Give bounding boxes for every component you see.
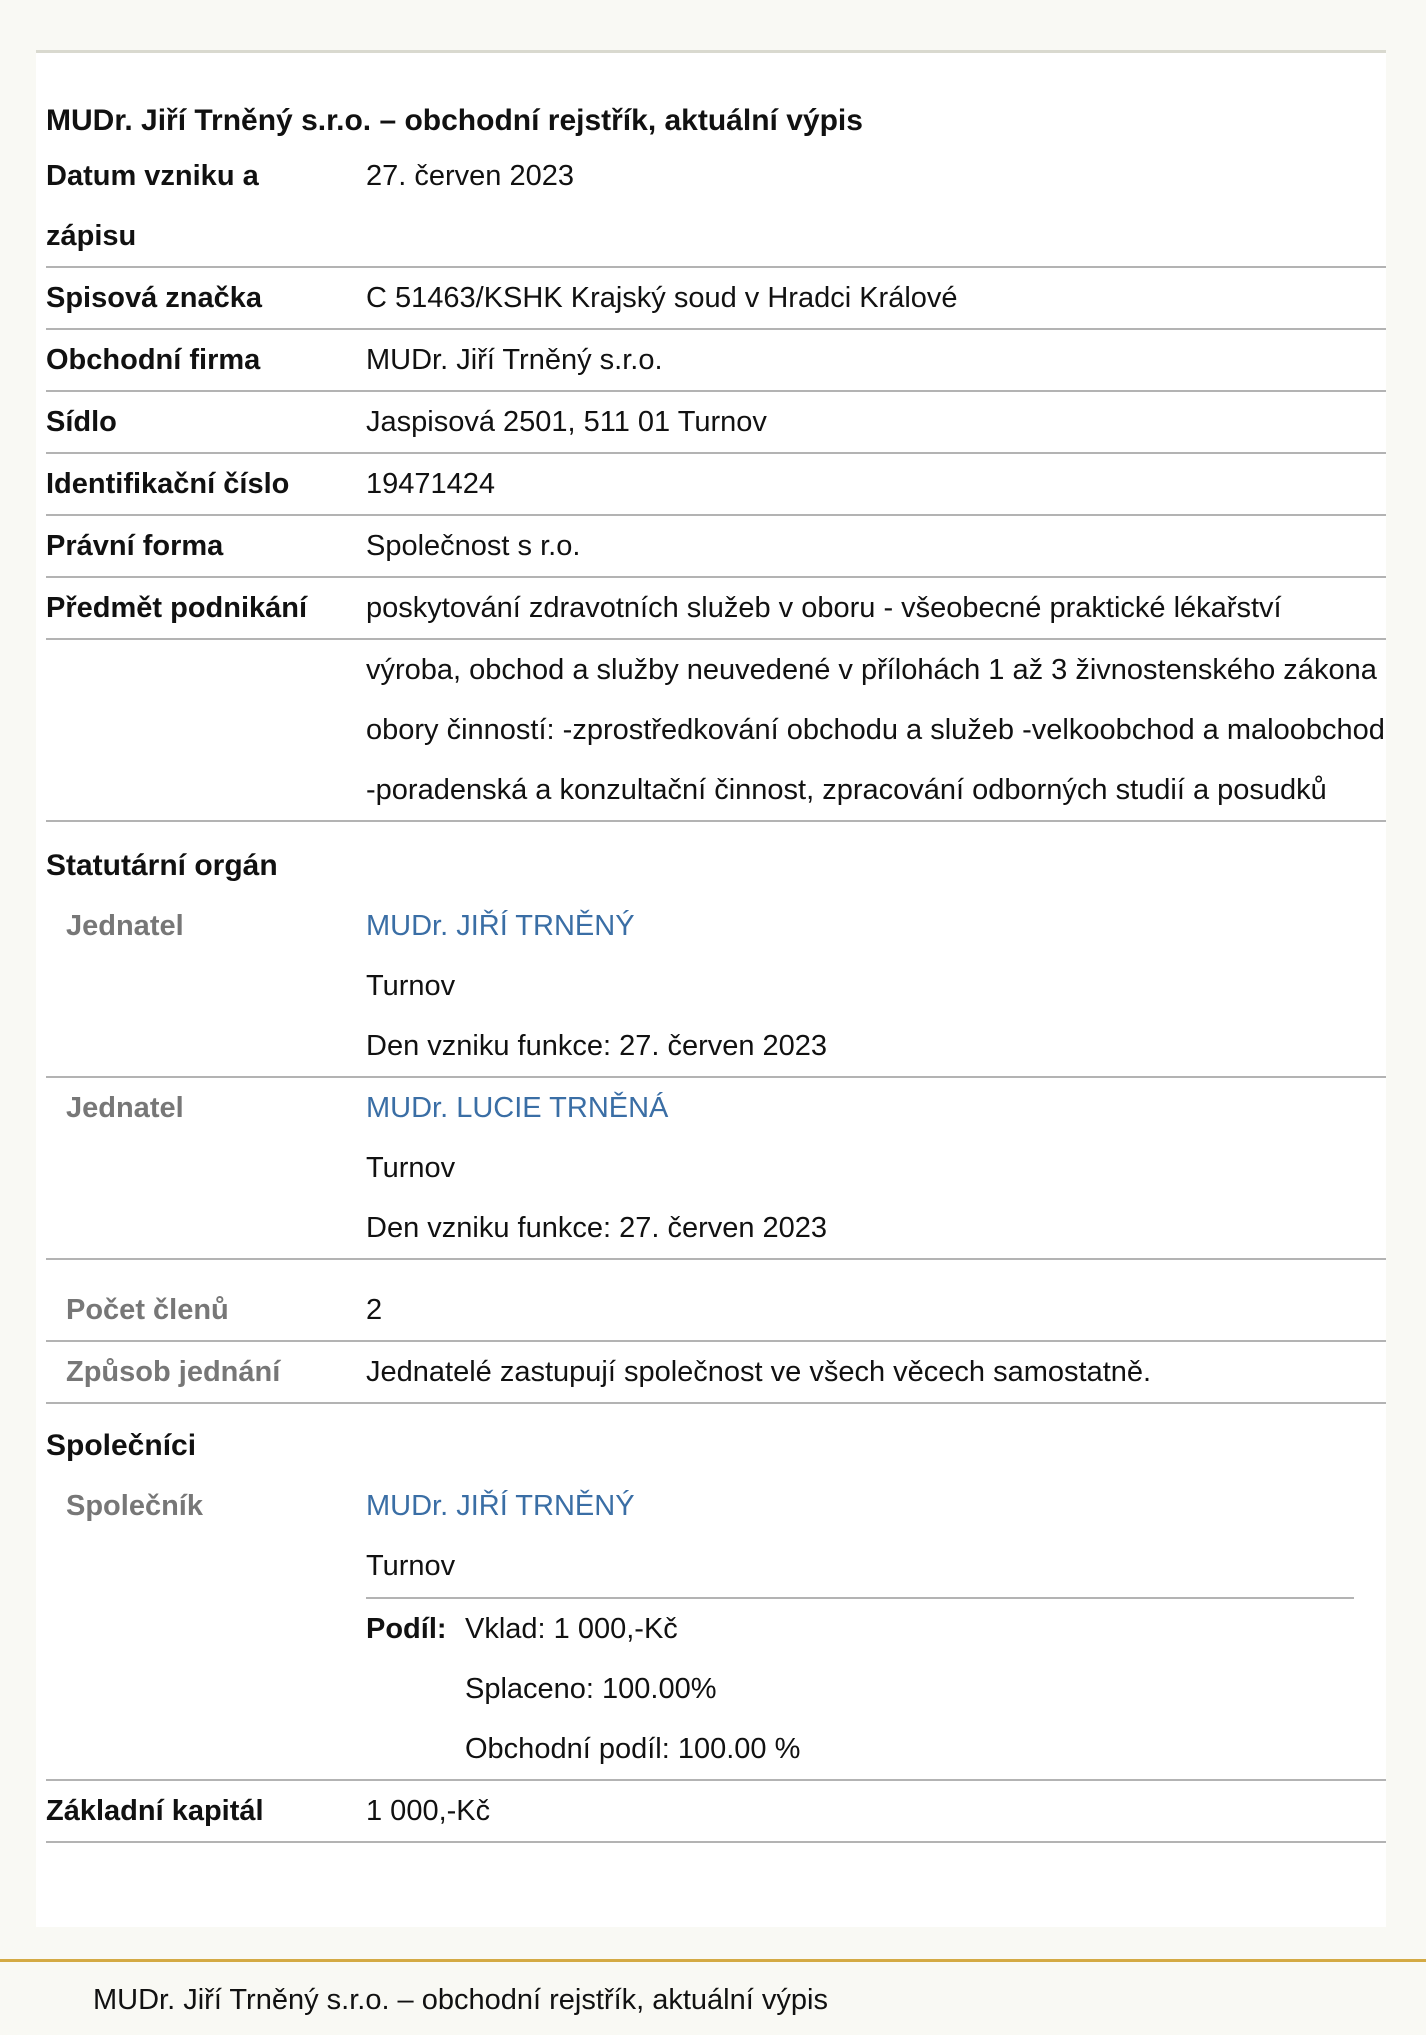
section-heading-statutarni: Statutární orgán bbox=[46, 849, 278, 882]
podil-obchodni: Obchodní podíl: 100.00 % bbox=[465, 1733, 801, 1765]
row-label: Základní kapitál bbox=[46, 1795, 264, 1827]
row-spisova-znacka bbox=[46, 268, 1386, 330]
row-value: Společnost s r.o. bbox=[366, 530, 581, 562]
row-sidlo bbox=[46, 392, 1386, 454]
row-value: 27. červen 2023 bbox=[366, 160, 574, 192]
row-label: Předmět podnikání bbox=[46, 592, 308, 624]
section-heading-spolecnici: Společníci bbox=[46, 1429, 197, 1462]
row-label: Způsob jednání bbox=[66, 1356, 281, 1388]
row-obchodni-firma bbox=[46, 330, 1386, 392]
row-value: poskytování zdravotních služeb v oboru - všeobecné praktické lékařství bbox=[366, 592, 1282, 624]
row-zakladni-kapital bbox=[46, 1781, 1386, 1843]
row-value: Jednatelé zastupují společnost ve všech věcech samostatně. bbox=[366, 1356, 1152, 1388]
row-value: 19471424 bbox=[366, 468, 496, 500]
shareholder-row bbox=[46, 1476, 1386, 1781]
podil-vklad: Vklad: 1 000,-Kč bbox=[465, 1613, 678, 1645]
member-city: Turnov bbox=[366, 970, 456, 1002]
row-pravni-forma bbox=[46, 516, 1386, 578]
member-since: Den vzniku funkce: 27. červen 2023 bbox=[366, 1212, 828, 1244]
row-value: Jaspisová 2501, 511 01 Turnov bbox=[366, 406, 767, 438]
page-title: MUDr. Jiří Trněný s.r.o. – obchodní rejstřík, aktuální výpis bbox=[46, 104, 863, 137]
podil-splaceno: Splaceno: 100.00% bbox=[465, 1673, 717, 1705]
podil-values bbox=[465, 1599, 1354, 1779]
row-ico bbox=[46, 454, 1386, 516]
shareholder-role: Společník bbox=[66, 1490, 203, 1522]
member-name-link[interactable]: MUDr. JIŘÍ TRNĚNÝ bbox=[366, 910, 635, 942]
row-label: Sídlo bbox=[46, 406, 117, 438]
page-footer bbox=[0, 1959, 1426, 2035]
member-row bbox=[46, 1078, 1386, 1260]
member-details bbox=[366, 1078, 1386, 1258]
member-name-link[interactable]: MUDr. LUCIE TRNĚNÁ bbox=[366, 1092, 669, 1124]
row-pocet-clenu bbox=[46, 1280, 1386, 1342]
row-predmet-podnikani bbox=[46, 578, 1386, 640]
row-value: výroba, obchod a služby neuvedené v přílohách 1 až 3 živnostenského zákona obory činností: -zprostředkování obchodu a služeb -velkoobchod a maloobchod -poradenská a konzultační činnost, zpracování odborných studií a posudků bbox=[366, 654, 1385, 806]
row-value: 1 000,-Kč bbox=[366, 1795, 491, 1827]
row-label: Spisová značka bbox=[46, 282, 262, 314]
document-body bbox=[46, 53, 1386, 1843]
spacer bbox=[46, 1260, 1386, 1280]
row-label: Obchodní firma bbox=[46, 344, 261, 376]
row-value: 2 bbox=[366, 1294, 383, 1326]
row-datum-vzniku bbox=[46, 146, 1386, 268]
row-label: Počet členů bbox=[66, 1294, 229, 1326]
member-row bbox=[46, 896, 1386, 1078]
member-details bbox=[366, 896, 1386, 1076]
row-label: Datum vzniku a zápisu bbox=[46, 160, 259, 252]
podil-label: Podíl: bbox=[366, 1613, 447, 1645]
shareholder-details bbox=[366, 1476, 1386, 1779]
footer-title: MUDr. Jiří Trněný s.r.o. – obchodní rejstřík, aktuální výpis bbox=[93, 1984, 828, 2016]
member-role: Jednatel bbox=[66, 1092, 184, 1124]
podil-block bbox=[366, 1597, 1354, 1779]
member-role: Jednatel bbox=[66, 910, 184, 942]
row-predmet-podnikani-2 bbox=[46, 640, 1386, 822]
member-city: Turnov bbox=[366, 1152, 456, 1184]
document-page bbox=[36, 50, 1386, 1927]
member-since: Den vzniku funkce: 27. červen 2023 bbox=[366, 1030, 828, 1062]
row-label: Právní forma bbox=[46, 530, 224, 562]
row-zpusob-jednani bbox=[46, 1342, 1386, 1404]
row-label: Identifikační číslo bbox=[46, 468, 290, 500]
row-value: C 51463/KSHK Krajský soud v Hradci Králové bbox=[366, 282, 958, 314]
shareholder-city: Turnov bbox=[366, 1550, 456, 1582]
row-value: MUDr. Jiří Trněný s.r.o. bbox=[366, 344, 663, 376]
shareholder-name-link[interactable]: MUDr. JIŘÍ TRNĚNÝ bbox=[366, 1490, 635, 1522]
